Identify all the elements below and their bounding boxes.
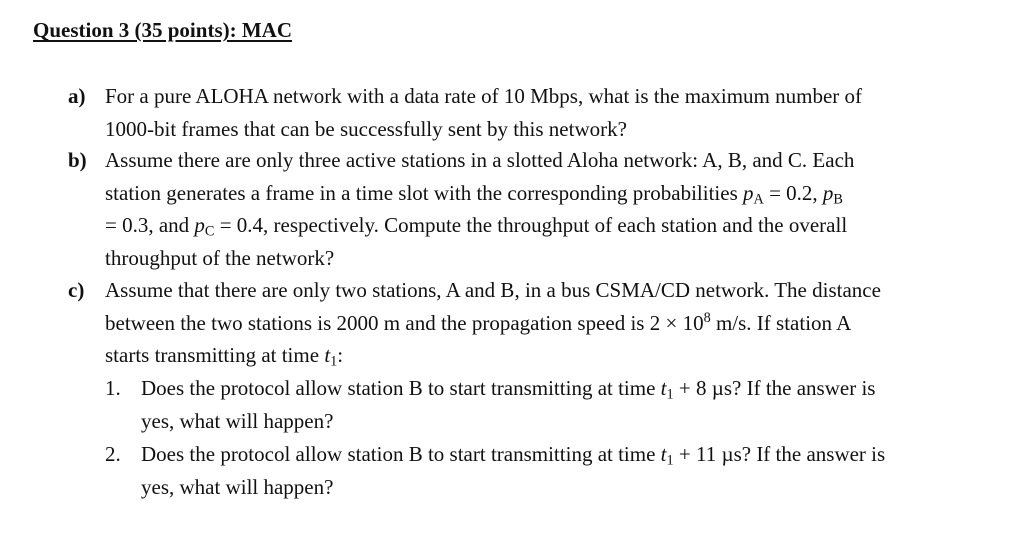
prob-a-symbol: p	[743, 180, 754, 205]
part-c-line-2	[105, 307, 1005, 340]
question-title: Question 3 (35 points): MAC	[33, 18, 293, 42]
subquestion-1-text	[141, 372, 1001, 437]
prob-c-subscript: C	[204, 223, 215, 240]
part-b-line-3	[105, 209, 1005, 242]
subquestion-1-post: + 8 µs? If the answer is	[673, 376, 876, 400]
subquestion-2-time-subscript: 1	[666, 452, 674, 469]
part-b-line-2	[105, 177, 1005, 210]
part-c-line-1: Assume that there are only two stations, A and B, in a bus CSMA/CD network. The distance	[105, 278, 881, 302]
subquestion-2-post: + 11 µs? If the answer is	[673, 442, 886, 466]
prob-b-symbol: p	[822, 180, 834, 205]
subquestion-1-time-subscript: 1	[666, 386, 674, 403]
subquestion-2-pre: Does the protocol allow station B to start transmitting at time	[141, 442, 661, 466]
part-b-label: b)	[68, 148, 87, 172]
subquestion-1-pre: Does the protocol allow station B to start transmitting at time	[141, 376, 661, 400]
part-c-line-2-post: m/s. If station A	[710, 310, 852, 335]
part-a-text	[105, 80, 1005, 145]
subquestion-2-line-2: yes, what will happen?	[141, 474, 334, 499]
prob-b-subscript: B	[833, 191, 843, 208]
prob-c-symbol: p	[194, 213, 205, 237]
subquestion-2-number: 2.	[105, 442, 121, 466]
part-c-text	[105, 274, 1005, 372]
subquestion-1-time-symbol: t	[660, 376, 667, 400]
part-a-line-2: 1000-bit frames that can be successfully sent by this network?	[105, 116, 627, 141]
prob-a-subscript: A	[753, 191, 764, 208]
part-c-line-3-post: :	[337, 343, 344, 367]
part-c-line-2-pre: between the two stations is 2000 m and the propagation speed is 2 × 10	[105, 310, 704, 335]
part-c-line-3-pre: starts transmitting at time	[105, 343, 325, 367]
prob-a-value: = 0.2,	[763, 180, 823, 205]
subquestion-2-time-symbol: t	[660, 442, 667, 466]
time-symbol: t	[324, 343, 331, 367]
subquestion-2-line-1	[141, 438, 1001, 471]
part-c-line-3	[105, 339, 1005, 372]
subquestion-1-line-1	[141, 372, 1001, 405]
subquestion-2-text	[141, 438, 1001, 503]
power-exponent: 8	[703, 309, 711, 326]
part-a-label: a)	[68, 84, 86, 108]
part-b-line-3-pre: = 0.3, and	[105, 213, 195, 237]
time-subscript: 1	[330, 353, 338, 370]
subquestion-1-line-2: yes, what will happen?	[141, 408, 334, 433]
part-b-line-3-post: = 0.4, respectively. Compute the throughput of each station and the overall	[214, 213, 848, 237]
part-b-line-4: throughput of the network?	[105, 245, 335, 270]
part-c-label: c)	[68, 278, 85, 302]
part-b-line-2-text: station generates a frame in a time slot with the corresponding probabilities	[105, 180, 743, 205]
part-b-line-1: Assume there are only three active stations in a slotted Aloha network: A, B, and C. Each	[105, 148, 855, 172]
part-a-line-1: For a pure ALOHA network with a data rate of 10 Mbps, what is the maximum number of	[105, 84, 863, 108]
subquestion-1-number: 1.	[105, 376, 121, 400]
part-b-text	[105, 144, 1005, 274]
